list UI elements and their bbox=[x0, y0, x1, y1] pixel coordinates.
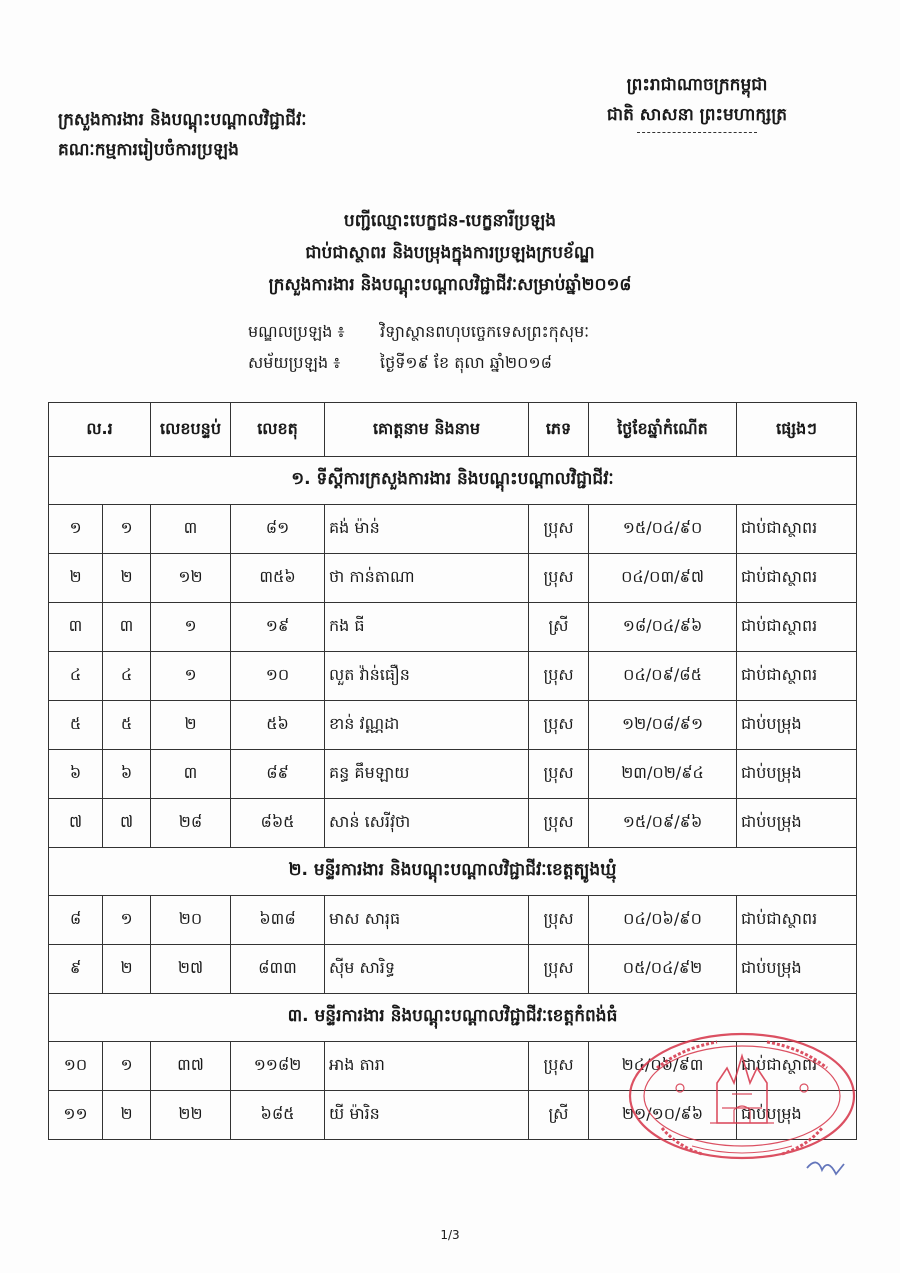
column-header-note: ផ្សេងៗ bbox=[737, 403, 857, 457]
candidate-sex: ប្រុស bbox=[529, 1042, 589, 1091]
candidate-sex: ប្រុស bbox=[529, 505, 589, 554]
candidate-name: យី ម៉ារិន bbox=[325, 1091, 529, 1140]
row-number: ៣ bbox=[49, 603, 103, 652]
sub-number: ៤ bbox=[103, 652, 151, 701]
candidate-name: ស៊ីម សារិទ្ធ bbox=[325, 945, 529, 994]
sub-number: ៣ bbox=[103, 603, 151, 652]
candidate-sex: ប្រុស bbox=[529, 896, 589, 945]
desk-number: ៦៨៥ bbox=[231, 1091, 325, 1140]
table-body bbox=[49, 457, 857, 1140]
table-row bbox=[49, 799, 857, 848]
sub-number: ២ bbox=[103, 945, 151, 994]
desk-number: ៨១ bbox=[231, 505, 325, 554]
room-number: ៣៧ bbox=[151, 1042, 231, 1091]
ministry-name: ក្រសួងការងារ និងបណ្តុះបណ្តាលវិជ្ជាជីវៈ bbox=[58, 110, 307, 130]
sub-number: ៦ bbox=[103, 750, 151, 799]
table-row bbox=[49, 652, 857, 701]
column-header-sex: ភេទ bbox=[529, 403, 589, 457]
exam-info bbox=[248, 316, 589, 378]
candidate-sex: ប្រុស bbox=[529, 945, 589, 994]
candidate-name: ថា កាន់តាណា bbox=[325, 554, 529, 603]
candidate-dob: ២១/១០/៩៦ bbox=[589, 1091, 737, 1140]
desk-number: ៣៥៦ bbox=[231, 554, 325, 603]
column-header-dob: ថ្ងៃខែឆ្នាំកំណើត bbox=[589, 403, 737, 457]
result-note: ជាប់ជាស្ថាពរ bbox=[737, 1042, 857, 1091]
row-number: ៨ bbox=[49, 896, 103, 945]
candidate-name: មាស សារុធ bbox=[325, 896, 529, 945]
row-number: ១ bbox=[49, 505, 103, 554]
table-header-row bbox=[49, 403, 857, 457]
candidate-name: គន្ធ គឹមឡាយ bbox=[325, 750, 529, 799]
room-number: ២០ bbox=[151, 896, 231, 945]
kingdom-header bbox=[572, 70, 822, 133]
title-line-1: បញ្ជីឈ្មោះបេក្ខជន-បេក្ខនារីប្រឡង bbox=[343, 211, 557, 231]
exam-center-value: វិទ្យាស្ថានពហុបច្ចេកទេសព្រះកុសុមៈ bbox=[380, 322, 590, 341]
table-row bbox=[49, 701, 857, 750]
column-header-desk: លេខតុ bbox=[231, 403, 325, 457]
table-row bbox=[49, 1042, 857, 1091]
candidate-name: លួត វ៉ាន់ធឿន bbox=[325, 652, 529, 701]
table-row bbox=[49, 1091, 857, 1140]
candidate-sex: ស្រី bbox=[529, 603, 589, 652]
room-number: ២២ bbox=[151, 1091, 231, 1140]
section-row bbox=[49, 848, 857, 896]
row-number: ២ bbox=[49, 554, 103, 603]
candidate-sex: ប្រុស bbox=[529, 701, 589, 750]
candidate-dob: ២៤/០៦/៩៣ bbox=[589, 1042, 737, 1091]
table-row bbox=[49, 896, 857, 945]
candidate-sex: ស្រី bbox=[529, 1091, 589, 1140]
title-line-3: ក្រសួងការងារ និងបណ្តុះបណ្តាលវិជ្ជាជីវៈសម្រាប់ឆ្នាំ២០១៨ bbox=[268, 275, 632, 295]
row-number: ៩ bbox=[49, 945, 103, 994]
page-number: 1/3 bbox=[440, 1228, 460, 1242]
exam-center-row bbox=[248, 316, 589, 347]
candidate-dob: ០៤/០៩/៨៥ bbox=[589, 652, 737, 701]
section-row bbox=[49, 457, 857, 505]
result-note: ជាប់បម្រុង bbox=[737, 701, 857, 750]
desk-number: ១១៨២ bbox=[231, 1042, 325, 1091]
result-note: ជាប់ជាស្ថាពរ bbox=[737, 603, 857, 652]
result-note: ជាប់បម្រុង bbox=[737, 1091, 857, 1140]
candidate-name: សាន់ សេរីវុថា bbox=[325, 799, 529, 848]
candidate-sex: ប្រុស bbox=[529, 652, 589, 701]
section-row bbox=[49, 994, 857, 1042]
desk-number: ១៩ bbox=[231, 603, 325, 652]
candidate-name: កង ធី bbox=[325, 603, 529, 652]
candidate-sex: ប្រុស bbox=[529, 554, 589, 603]
committee-name: គណៈកម្មការរៀបចំការប្រឡង bbox=[58, 140, 239, 160]
candidate-dob: ០៥/០៤/៩២ bbox=[589, 945, 737, 994]
room-number: ២ bbox=[151, 701, 231, 750]
candidate-dob: ១២/០៨/៩១ bbox=[589, 701, 737, 750]
desk-number: ៥៦ bbox=[231, 701, 325, 750]
table-row bbox=[49, 750, 857, 799]
desk-number: ៨៣៣ bbox=[231, 945, 325, 994]
candidate-dob: ០៤/០៣/៩៧ bbox=[589, 554, 737, 603]
sub-number: ១ bbox=[103, 1042, 151, 1091]
candidate-name: ខាន់ វណ្ណដា bbox=[325, 701, 529, 750]
title-line-2: ជាប់ជាស្ថាពរ និងបម្រុងក្នុងការប្រឡងក្របខ័ណ្ឌ bbox=[305, 243, 595, 263]
result-note: ជាប់ជាស្ថាពរ bbox=[737, 554, 857, 603]
sub-number: ៥ bbox=[103, 701, 151, 750]
row-number: ៤ bbox=[49, 652, 103, 701]
column-header-name: គោត្តនាម និងនាម bbox=[325, 403, 529, 457]
sub-number: ១ bbox=[103, 896, 151, 945]
candidate-dob: ១៥/០៤/៩០ bbox=[589, 505, 737, 554]
exam-date-value: ថ្ងៃទី១៩ ខែ តុលា ឆ្នាំ២០១៨ bbox=[380, 353, 552, 372]
room-number: ៣ bbox=[151, 505, 231, 554]
exam-date-label: សម័យប្រឡង ៖ bbox=[248, 353, 341, 372]
candidate-dob: ១៨/០៤/៩៦ bbox=[589, 603, 737, 652]
desk-number: ៨៩ bbox=[231, 750, 325, 799]
section-title: ៣. មន្ទីរការងារ និងបណ្តុះបណ្តាលវិជ្ជាជីវៈខេត្តកំពង់ធំ bbox=[49, 994, 857, 1042]
sub-number: ១ bbox=[103, 505, 151, 554]
candidate-table bbox=[48, 402, 857, 1140]
candidate-name: គង់ ម៉ាន់ bbox=[325, 505, 529, 554]
room-number: ២៧ bbox=[151, 945, 231, 994]
sub-number: ៧ bbox=[103, 799, 151, 848]
room-number: ១ bbox=[151, 603, 231, 652]
document-title bbox=[0, 205, 900, 301]
sub-number: ២ bbox=[103, 554, 151, 603]
section-title: ១. ទីស្តីការក្រសួងការងារ និងបណ្តុះបណ្តាលវិជ្ជាជីវៈ bbox=[49, 457, 857, 505]
row-number: ១១ bbox=[49, 1091, 103, 1140]
table-row bbox=[49, 554, 857, 603]
desk-number: ៦៣៨ bbox=[231, 896, 325, 945]
table-row bbox=[49, 603, 857, 652]
column-header-no: ល.រ bbox=[49, 403, 151, 457]
room-number: ២៨ bbox=[151, 799, 231, 848]
room-number: ១២ bbox=[151, 554, 231, 603]
room-number: ៣ bbox=[151, 750, 231, 799]
candidate-dob: ២៣/០២/៩៤ bbox=[589, 750, 737, 799]
candidate-sex: ប្រុស bbox=[529, 750, 589, 799]
row-number: ៧ bbox=[49, 799, 103, 848]
candidate-dob: ១៥/០៩/៩៦ bbox=[589, 799, 737, 848]
row-number: ៥ bbox=[49, 701, 103, 750]
table-row bbox=[49, 505, 857, 554]
section-title: ២. មន្ទីរការងារ និងបណ្តុះបណ្តាលវិជ្ជាជីវៈខេត្តត្បូងឃ្មុំ bbox=[49, 848, 857, 896]
candidate-name: អាង តារា bbox=[325, 1042, 529, 1091]
exam-date-row bbox=[248, 347, 589, 378]
sub-number: ២ bbox=[103, 1091, 151, 1140]
motto-ornament bbox=[637, 132, 757, 133]
result-note: ជាប់បម្រុង bbox=[737, 945, 857, 994]
result-note: ជាប់ជាស្ថាពរ bbox=[737, 896, 857, 945]
table-row bbox=[49, 945, 857, 994]
kingdom-motto: ជាតិ សាសនា ព្រះមហាក្សត្រ bbox=[606, 105, 788, 125]
desk-number: ៨៦៥ bbox=[231, 799, 325, 848]
result-note: ជាប់ជាស្ថាពរ bbox=[737, 652, 857, 701]
kingdom-name: ព្រះរាជាណាចក្រកម្ពុជា bbox=[626, 75, 768, 95]
desk-number: ១០ bbox=[231, 652, 325, 701]
result-note: ជាប់បម្រុង bbox=[737, 750, 857, 799]
room-number: ១ bbox=[151, 652, 231, 701]
candidate-sex: ប្រុស bbox=[529, 799, 589, 848]
row-number: ១០ bbox=[49, 1042, 103, 1091]
row-number: ៦ bbox=[49, 750, 103, 799]
exam-center-label: មណ្ឌលប្រឡង ៖ bbox=[248, 322, 345, 341]
candidate-dob: ០៤/០៦/៩០ bbox=[589, 896, 737, 945]
result-note: ជាប់បម្រុង bbox=[737, 799, 857, 848]
ministry-header bbox=[58, 105, 307, 165]
column-header-room: លេខបន្ទប់ bbox=[151, 403, 231, 457]
result-note: ជាប់ជាស្ថាពរ bbox=[737, 505, 857, 554]
